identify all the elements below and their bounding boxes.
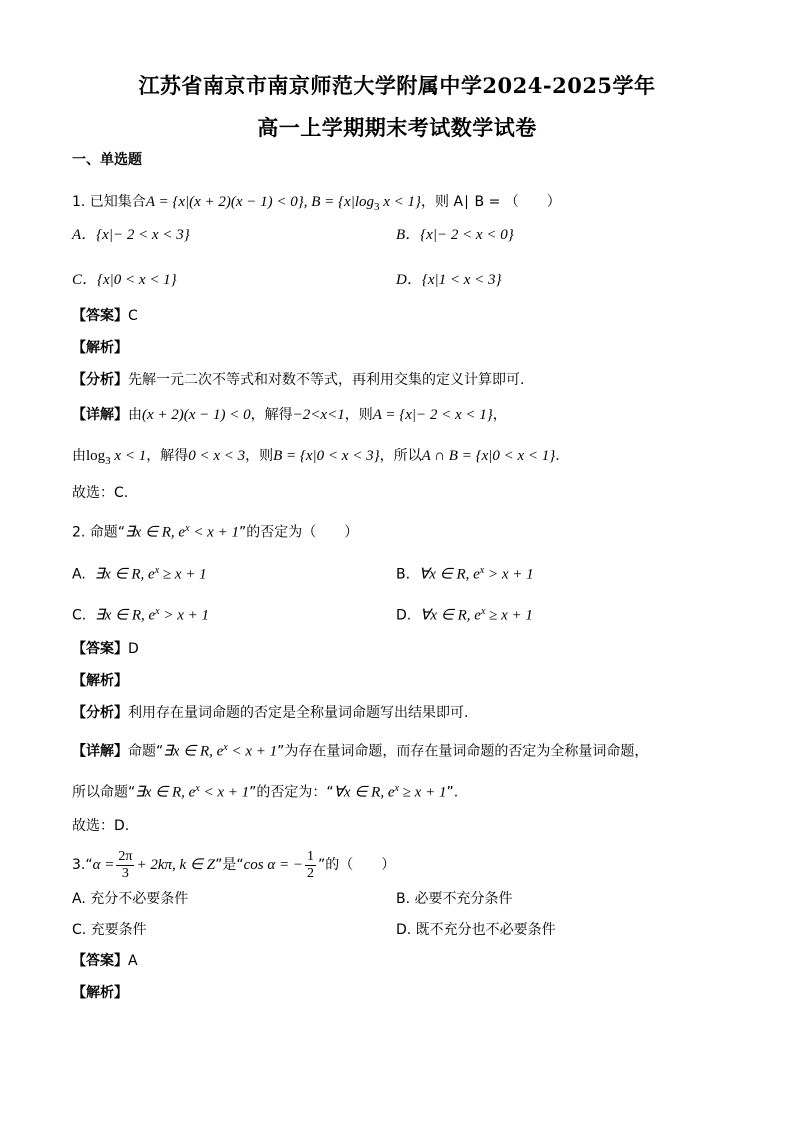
q2-option-d: D. ∀x ∈ R, $e^x \ge x + 1$ (396, 606, 533, 624)
q3-option-a: A. 充分不必要条件 (72, 891, 189, 907)
q1-fenxi: 【分析】先解一元二次不等式和对数不等式，再利用交集的定义计算即可. (72, 372, 525, 388)
q2-stem: 2. 命题“∃x ∈ R, $e^x < x + 1$”的否定为（ ） (72, 523, 359, 541)
q2-option-c: C. ∃x ∈ R, $e^x > x + 1$ (72, 606, 210, 624)
q2-conclusion: 故选：D. (72, 818, 130, 834)
q3-answer: 【答案】A (72, 953, 138, 969)
q3-option-b: B. 必要不充分条件 (396, 891, 513, 907)
q1-option-a: A．{x|− 2 < x < 3} (72, 227, 190, 243)
q3-fraction-2pi-3: $\frac{2\pi}{3}$ (118, 848, 133, 881)
q3-fraction-1-2: $\frac{1}{2}$ (306, 848, 314, 881)
q1-xiangjie-line2: 由$\log_3 x < 1$，解得0 < x < 3，则B = {x|0 < x < 3}，所以A ∩ B = {x|0 < x < 1}. (72, 448, 560, 467)
q2-fenxi: 【分析】利用存在量词命题的否定是全称量词命题写出结果即可. (72, 705, 469, 721)
section-heading: 一、单选题 (72, 152, 142, 168)
q1-answer: 【答案】C (72, 308, 138, 324)
q2-xiangjie-line2: 所以命题“∃x ∈ R, $e^x < x + 1$”的否定为：“∀x ∈ R, $e^x \ge x + 1$”. (72, 783, 459, 801)
q2-xiangjie-line1: 【详解】命题“∃x ∈ R, $e^x < x + 1$”为存在量词命题，而存在量词命题的否定为全称量词命题， (72, 742, 649, 760)
q1-analysis-label: 【解析】 (72, 340, 128, 356)
q2-option-b: B. ∀x ∈ R, $e^x > x + 1$ (396, 565, 534, 583)
q2-analysis-label: 【解析】 (72, 673, 128, 689)
q2-answer: 【答案】D (72, 641, 139, 657)
q1-conclusion: 故选：C. (72, 485, 129, 501)
doc-title-line2: 高一上学期期末考试数学试卷 (257, 115, 537, 140)
q1-option-b: B．{x|− 2 < x < 0} (396, 227, 514, 243)
q3-option-d: D. 既不充分也不必要条件 (396, 922, 556, 938)
doc-title-line1: 江苏省南京市南京师范大学附属中学2024-2025学年 (138, 73, 656, 98)
q1-xiangjie-line1: 【详解】由(x + 2)(x − 1) < 0，解得−2<x<1，则A = {x|− 2 < x < 1}， (72, 407, 507, 423)
q1-stem: 1. 已知集合A = {x|(x + 2)(x − 1) < 0}, $B = \{x|\log_3$ x < 1}，则 A∣ B = （ ） (72, 194, 561, 213)
q3-stem: 3.“α = $\frac{2\pi}{3}$ + 2kπ, k ∈ Z”是“cos α = − $\frac{1}{2}$ ”的（ ） (72, 848, 396, 881)
q2-option-a: A. ∃x ∈ R, $e^x \ge x + 1$ (72, 565, 207, 583)
q3-option-c: C. 充要条件 (72, 922, 147, 938)
q3-analysis-label: 【解析】 (72, 985, 128, 1001)
q1-option-c: C．{x|0 < x < 1} (72, 272, 177, 288)
q1-option-d: D．{x|1 < x < 3} (396, 272, 502, 288)
